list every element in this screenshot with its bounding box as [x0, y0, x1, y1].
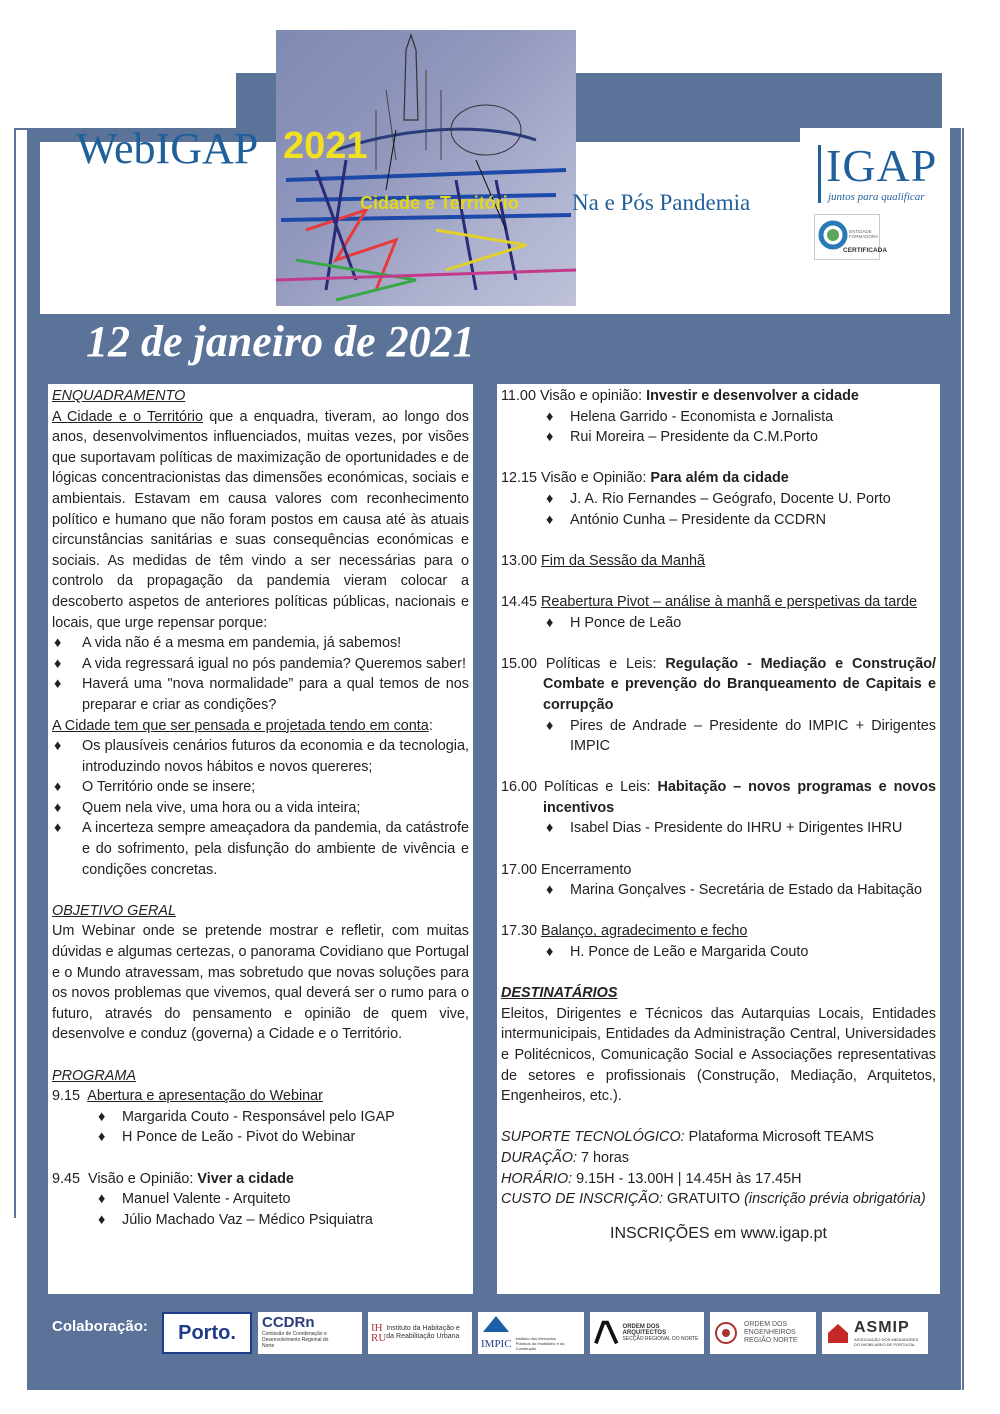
duration-line: DURAÇÃO: 7 horas: [501, 1149, 629, 1166]
list-item: ♦ H Ponce de Leão - Pivot do Webinar: [52, 1127, 469, 1148]
list-item: ♦ Manuel Valente - Arquiteto: [52, 1189, 469, 1210]
list-item: ♦ António Cunha – Presidente da CCDRN: [501, 510, 936, 531]
frame-left-line: [14, 128, 16, 1218]
title-year: 2021: [283, 125, 368, 167]
diamond-bullet-icon: ♦: [98, 1129, 106, 1146]
section-title-programa: PROGRAMA: [52, 1067, 136, 1084]
diamond-bullet-icon: ♦: [54, 676, 62, 693]
diamond-bullet-icon: ♦: [546, 717, 554, 734]
right-column: [497, 384, 940, 1294]
arquitectos-logo: ORDEM DOS ARQUITECTOS SECÇÃO REGIONAL DO NORTE: [590, 1312, 704, 1354]
impic-mark-icon: [481, 1314, 511, 1334]
diamond-bullet-icon: ♦: [98, 1108, 106, 1125]
list-item: ♦ Os plausíveis cenários futuros da economia e da tecnologia, introduzindo novos hábitos e novos quereres;: [52, 736, 469, 777]
diamond-bullet-icon: ♦: [546, 429, 554, 446]
diamond-bullet-icon: ♦: [54, 738, 62, 755]
objetivo-text: Um Webinar onde se pretende mostrar e refletir, com muitas dúvidas e algumas certezas, o panorama Covidiano que Portugal e o Mundo atravessam, mas sobretudo que novas soluções para os novos problemas que vivemos, qual deverá ser o rumo para o futuro, através do pensamento e opinião de quem vive, desenvolve e conduz (governa) a Cidade e o Território.: [52, 923, 469, 1043]
cost-line: CUSTO DE INSCRIÇÃO: GRATUITO (inscrição prévia obrigatória): [501, 1191, 926, 1208]
list-item: ♦ H Ponce de Leão: [501, 613, 936, 634]
certified-entity-logo: [814, 214, 888, 260]
enquadramento-body: que a enquadra, tiveram, ao longo dos anos, desenvolvimentos influenciados, muitas vezes, por visões que suportavam políticas de maximização de oportunidades e de lógicas concentracionistas das dimensões económicas, sociais e ambientais. Estavam em causa valores com reconhecimento político e humano que não foram postos em causa até às atuais circunstâncias sanitárias e suas consequências económicas e sociais. As medidas de têm vindo a ser necessárias para o controlo da propagação da pandemia vieram colocar a descoberto aspetos de anteriores políticas públicas, nacionais e locais, que urge repensar porque:: [52, 408, 469, 631]
list-item: ♦ O Território onde se insere;: [52, 777, 469, 798]
ccdrn-logo: CCDRn Comissão de Coordenação e Desenvolvimento Regional do Norte: [258, 1312, 362, 1354]
list-item: ♦ Júlio Machado Vaz – Médico Psiquiatra: [52, 1210, 469, 1231]
list-item: ♦ A vida regressará igual no pós pandemia? Queremos saber!: [52, 654, 469, 675]
list-item: ♦ A incerteza sempre ameaçadora da pandemia, da catástrofe e do sofrimento, pela disfunção do ambiente de vivência e condições concretas.: [52, 818, 469, 880]
list-item: ♦ A vida não é a mesma em pandemia, já sabemos!: [52, 633, 469, 654]
title-webigap: WebIGAP: [76, 124, 259, 173]
sketch-illustration: [276, 30, 576, 306]
diamond-bullet-icon: ♦: [546, 944, 554, 961]
list-item: ♦ J. A. Rio Fernandes – Geógrafo, Docente U. Porto: [501, 489, 936, 510]
igap-logo: [816, 140, 942, 209]
subtitle-pandemic: Na e Pós Pandemia: [572, 190, 751, 215]
list-item: ♦ Helena Garrido - Economista e Jornalista: [501, 407, 936, 428]
program-item-1100: 11.00 Visão e opinião: Investir e desenvolver a cidade: [501, 388, 859, 404]
cover-artwork: [276, 30, 576, 306]
program-item-1500: 15.00 Políticas e Leis: Regulação - Mediação e Construção/ Combate e prevenção do Branqueamento de Capitais e corrupção: [501, 655, 936, 713]
oe-crest-icon: [714, 1319, 738, 1347]
list-item: ♦ H. Ponce de Leão e Margarida Couto: [501, 942, 936, 963]
cert-line1: ENTIDADE FORMADORA: [849, 229, 879, 239]
program-item-1445: 14.45 Reabertura Pivot – análise à manhã e perspetivas da tarde: [501, 593, 917, 610]
enquadramento-lead: A Cidade e o Território: [52, 408, 204, 425]
list-item: ♦ Rui Moreira – Presidente da C.M.Porto: [501, 427, 936, 448]
diamond-bullet-icon: ♦: [54, 655, 62, 672]
collaboration-label: Colaboração:: [52, 1318, 148, 1335]
section-title-enquadramento: ENQUADRAMENTO: [52, 388, 186, 404]
diamond-bullet-icon: ♦: [98, 1211, 106, 1228]
engenheiros-logo: ORDEM DOS ENGENHEIROS REGIÃO NORTE: [710, 1312, 816, 1354]
schedule-line: HORÁRIO: 9.15H - 13.00H | 14.45H às 17.45H: [501, 1170, 802, 1187]
asmip-logo: ASMIP ASSOCIAÇÃO DOS MEDIADORES DO IMOBILIÁRIO DE PORTUGAL: [822, 1312, 928, 1354]
program-item-1700: 17.00 Encerramento: [501, 861, 632, 878]
diamond-bullet-icon: ♦: [54, 799, 62, 816]
program-item-945: 9.45 Visão e Opinião: Viver a cidade: [52, 1170, 294, 1187]
diamond-bullet-icon: ♦: [54, 820, 62, 837]
frame-right-line: [962, 128, 964, 1390]
diamond-bullet-icon: ♦: [546, 511, 554, 528]
section-title-destinatarios: DESTINATÁRIOS: [501, 985, 618, 1002]
frame-left-line-top: [14, 128, 28, 130]
diamond-bullet-icon: ♦: [546, 614, 554, 631]
impic-logo: IMPIC Instituto dos Mercados Públicos do Imobiliário e da Construção: [478, 1312, 584, 1354]
diamond-bullet-icon: ♦: [546, 408, 554, 425]
diamond-bullet-icon: ♦: [546, 820, 554, 837]
left-column: [48, 384, 473, 1294]
house-icon: [826, 1321, 850, 1345]
program-item-1300: 13.00 Fim da Sessão da Manhã: [501, 552, 705, 569]
ihru-logo: IH RU Instituto da Habitação e da Reabilitação Urbana: [368, 1312, 472, 1354]
event-date: 12 de janeiro de 2021: [86, 317, 475, 366]
list-item: ♦ Isabel Dias - Presidente do IHRU + Dirigentes IHRU: [501, 818, 936, 839]
igap-logo-text: IGAP: [826, 140, 938, 191]
subtitle-city-territory: Cidade e Território: [360, 193, 519, 213]
diamond-bullet-icon: ♦: [54, 635, 62, 652]
program-item-1730: 17.30 Balanço, agradecimento e fecho: [501, 923, 748, 940]
program-item-1215: 12.15 Visão e Opinião: Para além da cidade: [501, 470, 789, 487]
cert-line2: CERTIFICADA: [843, 247, 888, 254]
porto-logo: Porto.: [162, 1312, 252, 1354]
destinatarios-text: Eleitos, Dirigentes e Técnicos das Autarquias Locais, Entidades intermunicipais, Entidades da Administração Central, Universidades e Politécnicos, Comunicação Social e Associações representativas de setores e profissionais (Construção, Mediação, Arquitetos, Engenheiros, etc.).: [501, 1005, 936, 1105]
list-item: ♦ Quem nela vive, uma hora ou a vida inteira;: [52, 798, 469, 819]
list-item: ♦ Margarida Couto - Responsável pelo IGAP: [52, 1107, 469, 1128]
diamond-bullet-icon: ♦: [546, 490, 554, 507]
enquadramento-text: [52, 407, 469, 634]
support-line: SUPORTE TECNOLÓGICO: Plataforma Microsoft TEAMS: [501, 1129, 874, 1146]
oa-mark-icon: [594, 1320, 619, 1346]
igap-logo-tagline: juntos para qualificar: [828, 191, 925, 203]
program-item-915: 9.15 Abertura e apresentação do Webinar: [52, 1088, 323, 1105]
diamond-bullet-icon: ♦: [546, 882, 554, 899]
list-item: ♦ Marina Gonçalves - Secretária de Estado da Habitação: [501, 880, 936, 901]
list-item: ♦ Pires de Andrade – Presidente do IMPIC + Dirigentes IMPIC: [501, 716, 936, 757]
diamond-bullet-icon: ♦: [54, 779, 62, 796]
igap-logo-bar: [818, 145, 821, 203]
diamond-bullet-icon: ♦: [98, 1191, 106, 1208]
cidade-heading: A Cidade tem que ser pensada e projetada tendo em conta:: [52, 717, 433, 734]
program-item-1600: 16.00 Políticas e Leis: Habitação – novos programas e novos incentivos: [501, 779, 936, 816]
section-title-objetivo: OBJETIVO GERAL: [52, 902, 176, 919]
list-item: ♦ Haverá uma "nova normalidade” para a qual temos de nos preparar e criar as condições?: [52, 674, 469, 715]
registration-link[interactable]: INSCRIÇÕES em www.igap.pt: [610, 1224, 827, 1242]
